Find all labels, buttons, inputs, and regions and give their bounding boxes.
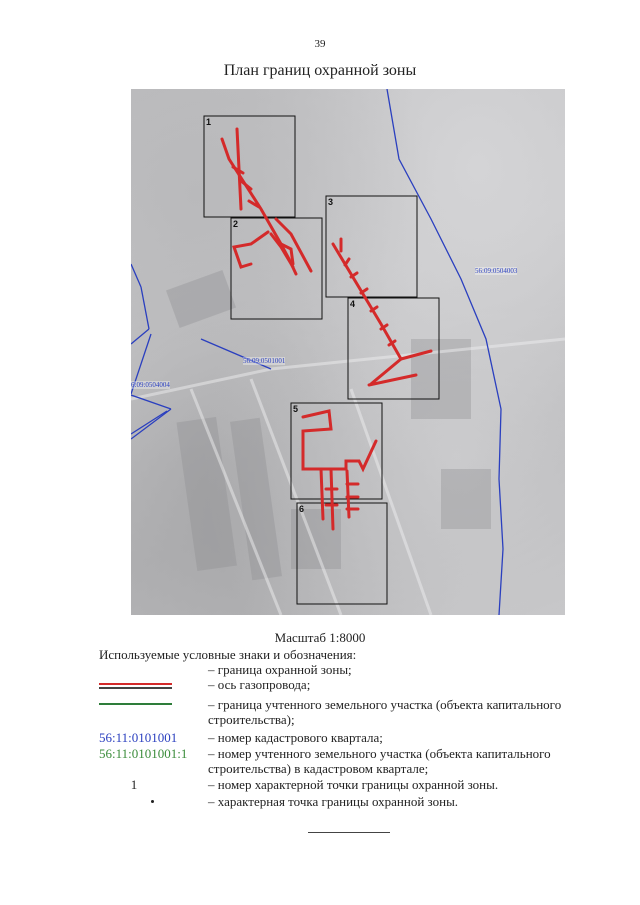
legend-desc: – номер характерной точки границы охранной зоны. bbox=[208, 777, 499, 792]
legend-desc: – номер учтенного земельного участка (объекта капитального строительства) в кадастровом квартале; bbox=[208, 746, 551, 776]
quarter-number-sample: 56:11:0101001 bbox=[99, 730, 178, 745]
dot-icon bbox=[151, 800, 154, 803]
legend-desc: – номер кадастрового квартала; bbox=[208, 730, 383, 745]
red-line-icon bbox=[99, 683, 172, 685]
page-number: 39 bbox=[314, 38, 326, 50]
legend-title: Используемые условные знаки и обозначения: bbox=[99, 647, 357, 662]
legend-desc: – характерная точка границы охранной зоны. bbox=[208, 794, 459, 809]
sector-number-1: 1 bbox=[206, 117, 212, 127]
quarter-label: 56:09:0501001 bbox=[243, 357, 286, 365]
scale-text: Масштаб 1:8000 bbox=[274, 630, 366, 645]
quarter-label: 56:09:0504003 bbox=[475, 267, 518, 275]
gray-line-icon bbox=[99, 687, 172, 689]
legend-desc: – граница учтенного земельного участка (объекта капитального строительства); bbox=[208, 697, 562, 727]
point-number-sample: 1 bbox=[130, 777, 138, 792]
sector-number-6: 6 bbox=[299, 504, 305, 514]
plan-map bbox=[131, 89, 565, 615]
footer-divider bbox=[308, 832, 390, 833]
sector-number-4: 4 bbox=[350, 299, 356, 309]
legend-desc: – граница охранной зоны; bbox=[208, 662, 352, 677]
sector-number-2: 2 bbox=[233, 219, 239, 229]
page-title: План границ охранной зоны bbox=[223, 62, 417, 79]
sector-number-5: 5 bbox=[293, 404, 299, 414]
parcel-number-sample: 56:11:0101001:1 bbox=[99, 746, 188, 761]
map-overlay bbox=[131, 89, 565, 615]
quarter-label: 6:09:0504004 bbox=[131, 381, 170, 389]
legend-desc: – ось газопровода; bbox=[208, 677, 311, 692]
sector-number-3: 3 bbox=[328, 197, 334, 207]
green-line-icon bbox=[99, 703, 172, 705]
